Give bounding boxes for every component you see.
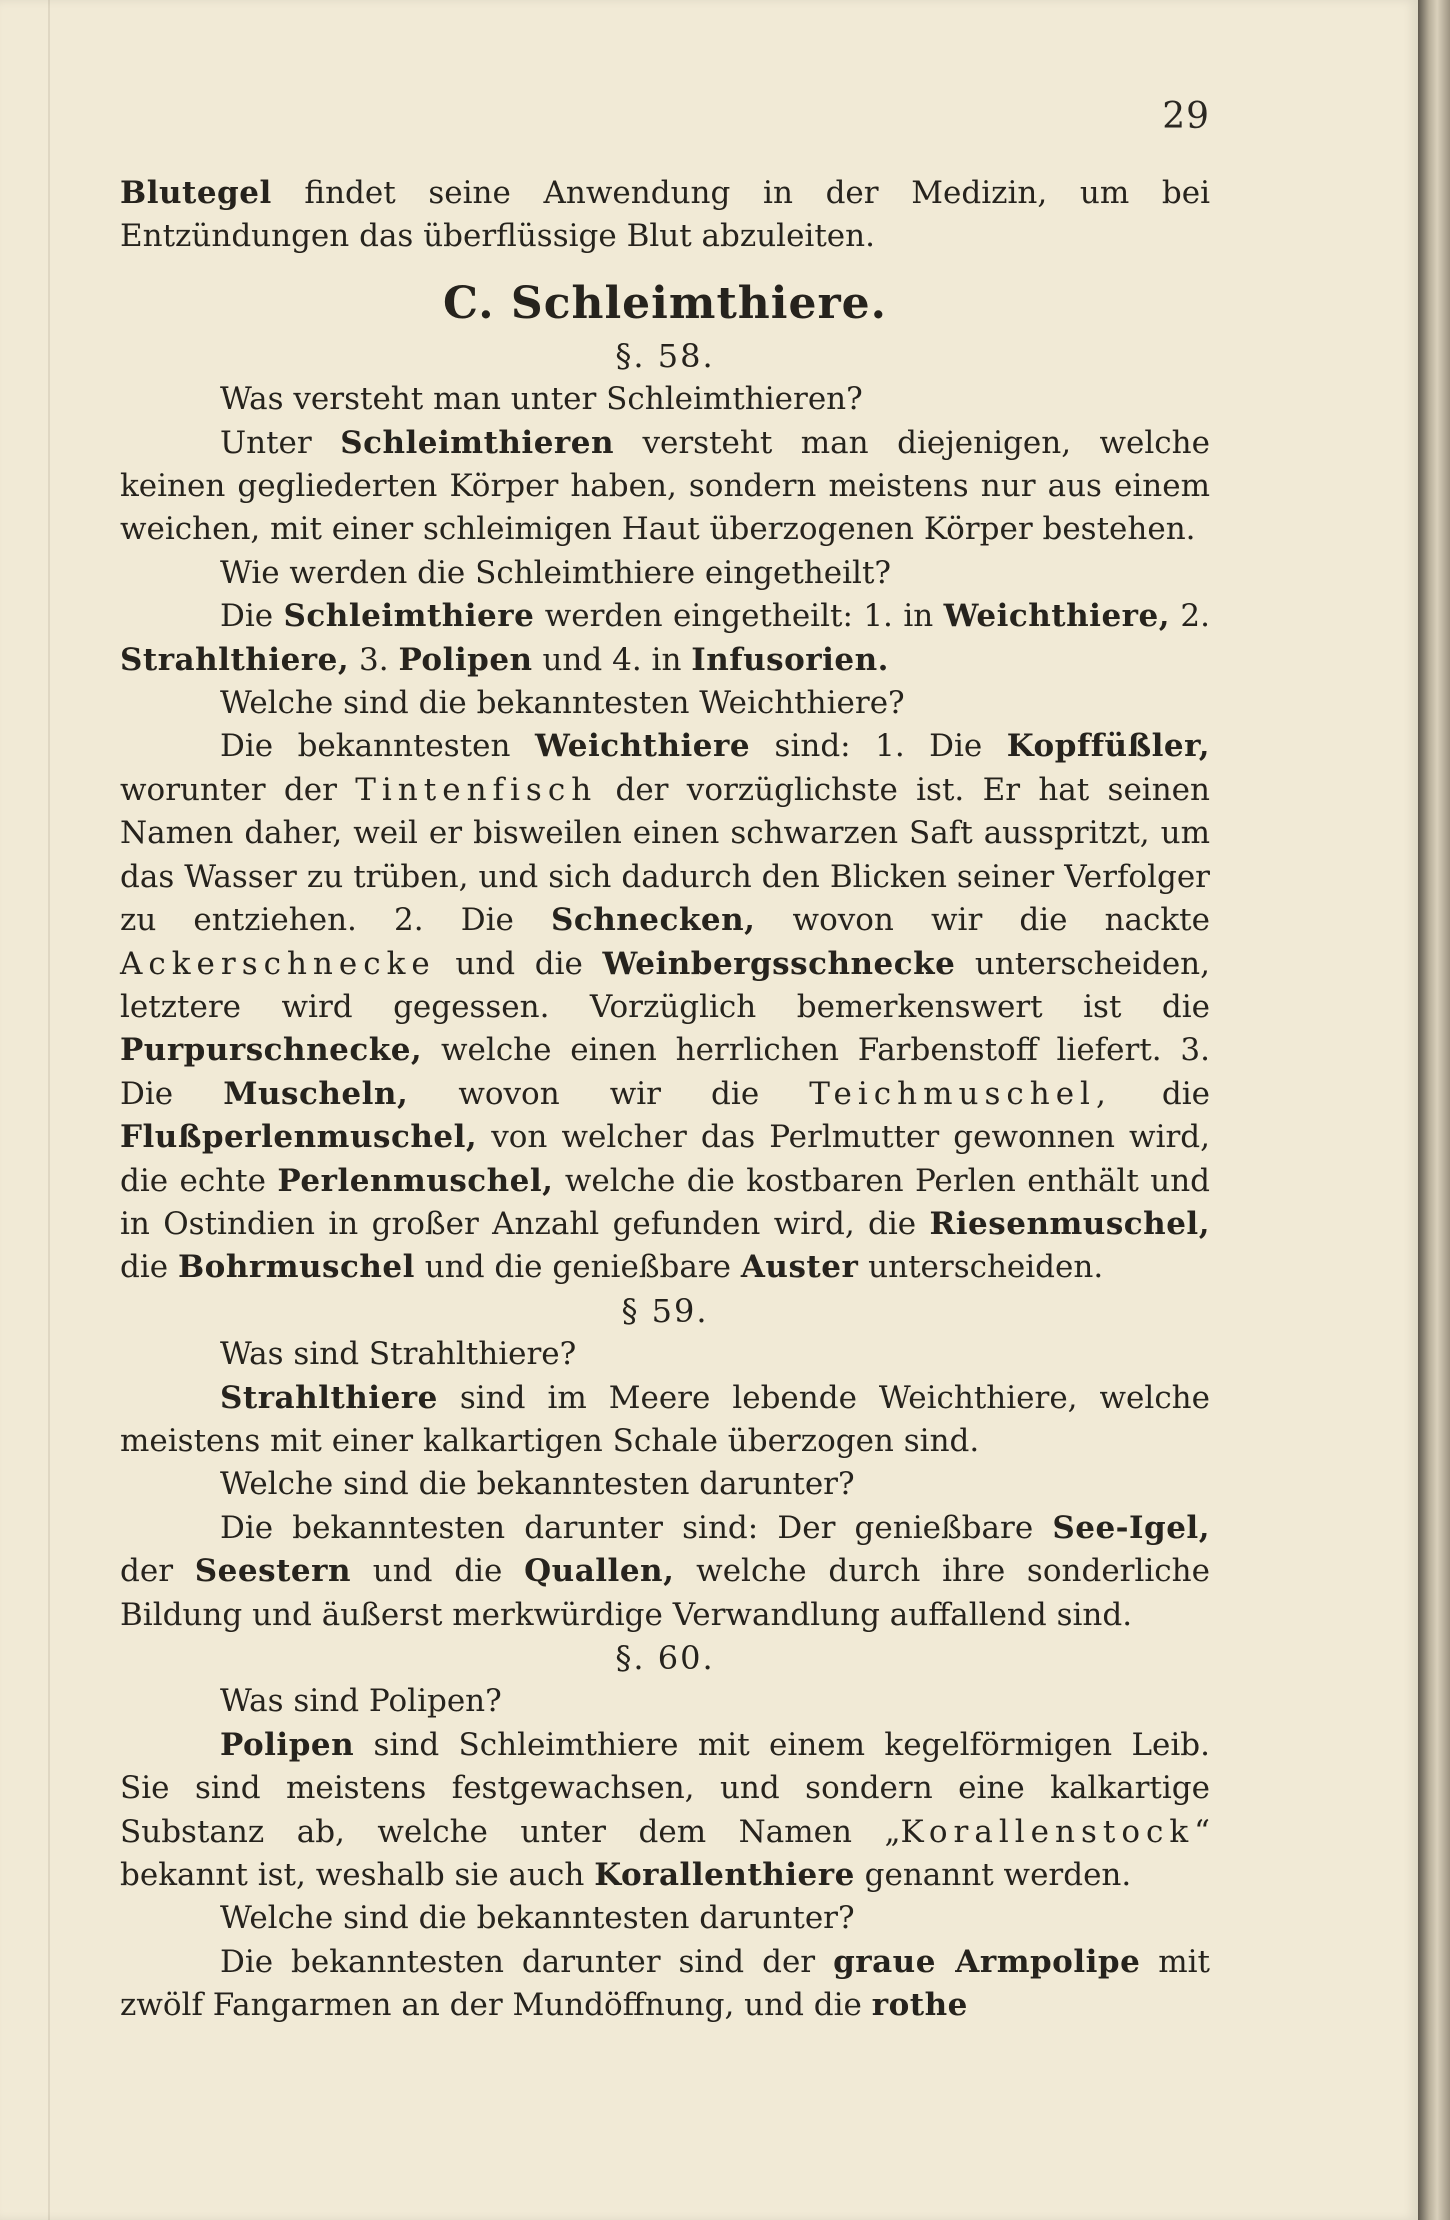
emphasized-term: Weinbergsschnecke: [602, 945, 956, 982]
text-run: Die bekanntesten darunter sind: Der genießbare: [220, 1509, 1053, 1546]
text-run: wovon wir die: [408, 1075, 810, 1112]
text-run: welche durch ihre sonderliche Bildung und äußerst merkwürdige Verwandlung auffallend sind.: [120, 1553, 1210, 1633]
text-run: §. 60.: [615, 1639, 715, 1677]
emphasized-term: Riesenmuschel,: [929, 1205, 1210, 1242]
spaced-term: Korallenstock: [900, 1813, 1195, 1850]
text-run: der vorzüglichste ist. Er hat seinen Namen daher, weil er bisweilen einen schwarzen Saft ausspritzt, um das Wasser zu trüben, und sich dadurch den Blicken seiner Verfolger zu entziehen. 2. Die: [120, 771, 1210, 939]
text-run: und 4. in: [532, 641, 692, 678]
text-run: mit zwölf Fangarmen an der Mundöffnung, und die: [120, 1943, 1211, 2024]
text-run: worunter der: [120, 771, 356, 808]
emphasized-term: Schleimthiere: [283, 598, 535, 635]
text-run: Die bekanntesten darunter sind der: [220, 1943, 834, 1980]
emphasized-term: Schleimthieren: [340, 424, 615, 461]
paragraph-number: [120, 1290, 1210, 1333]
text-run: die: [120, 1249, 178, 1286]
text-run: Die: [220, 598, 284, 635]
text-run: findet seine Anwendung in der Medizin, um bei Entzündungen das überflüssige Blut abzuleiten.: [120, 175, 1210, 255]
text-run: §. 58.: [615, 336, 715, 375]
question: [120, 1897, 1210, 1940]
answer: [120, 1724, 1210, 1898]
text-run: 3.: [349, 641, 399, 678]
emphasized-term: Perlenmuschel,: [277, 1162, 554, 1199]
answer: [120, 1941, 1210, 2028]
emphasized-term: Purpurschnecke,: [120, 1032, 423, 1069]
answer: [120, 595, 1210, 682]
question: [120, 1333, 1210, 1376]
text-run: von welcher das Perlmutter gewonnen wird, die echte: [120, 1119, 1210, 1199]
text-run: der: [120, 1553, 195, 1590]
text-run: und die genießbare: [414, 1249, 741, 1286]
text-run: die: [1111, 1075, 1210, 1112]
text-run: Welche sind die bekanntesten darunter?: [220, 1900, 855, 1937]
text-run: § 59.: [621, 1291, 709, 1330]
text-run: Die bekanntesten: [220, 728, 535, 765]
emphasized-term: Weichthiere: [534, 728, 751, 765]
text-run: “ bekannt ist, weshalb sie auch: [120, 1813, 1210, 1894]
emphasized-term: See-Igel,: [1052, 1509, 1210, 1546]
paragraph-number: [120, 1637, 1210, 1680]
emphasized-term: Polipen: [220, 1726, 355, 1763]
body-paragraph: [120, 172, 1210, 259]
text-run: welche einen herrlichen Farbenstoff liefert. 3. Die: [120, 1032, 1210, 1112]
text-run: 2.: [1170, 598, 1211, 635]
text-run: Unter: [220, 424, 341, 461]
question: [120, 682, 1210, 725]
emphasized-term: Muscheln,: [223, 1075, 409, 1112]
emphasized-term: Infusorien.: [691, 641, 889, 678]
emphasized-term: Quallen,: [524, 1553, 675, 1590]
emphasized-term: Bohrmuschel: [177, 1249, 415, 1286]
text-run: und die: [350, 1553, 525, 1590]
emphasized-term: rothe: [871, 1987, 968, 2024]
emphasized-term: Weichthiere,: [943, 598, 1171, 635]
text-run: sind Schleimthiere mit einem kegelförmigen Leib. Sie sind meistens festgewachsen, und sondern eine kalkartige Substanz ab, welche unter dem Namen „: [120, 1726, 1210, 1850]
emphasized-term: Seestern: [194, 1553, 351, 1590]
text-run: genannt werden.: [854, 1857, 1132, 1894]
body-text: [120, 172, 1210, 2028]
text-run: unterscheiden, letztere wird gegessen. Vorzüglich bemerkenswert ist die: [120, 945, 1210, 1025]
text-run: Welche sind die bekanntesten darunter?: [220, 1466, 855, 1503]
answer: [120, 1377, 1210, 1464]
paragraph-number: [120, 335, 1210, 378]
emphasized-term: Strahlthiere,: [120, 641, 350, 678]
text-run: werden eingetheilt: 1. in: [534, 598, 944, 635]
page-number: 29: [1162, 96, 1210, 137]
text-run: Was sind Strahlthiere?: [220, 1336, 577, 1373]
question: [120, 1463, 1210, 1506]
question: [120, 1680, 1210, 1723]
spaced-term: Teichmuschel,: [809, 1075, 1112, 1112]
text-run: Was sind Polipen?: [220, 1683, 502, 1720]
text-run: und die: [435, 945, 603, 982]
emphasized-term: Blutegel: [120, 175, 272, 211]
emphasized-term: Polipen: [398, 641, 533, 678]
text-run: sind: 1. Die: [750, 728, 1007, 765]
emphasized-term: Auster: [740, 1249, 859, 1286]
emphasized-term: Korallenthiere: [594, 1857, 855, 1894]
answer: [120, 1507, 1210, 1637]
emphasized-term: Kopffüßler,: [1006, 728, 1210, 765]
text-run: Wie werden die Schleimthiere eingetheilt?: [220, 554, 892, 591]
answer: [120, 422, 1210, 552]
text-run: unterscheiden.: [858, 1249, 1104, 1286]
book-binding: [1418, 0, 1450, 2220]
answer: [120, 725, 1210, 1289]
text-run: Welche sind die bekanntesten Weichthiere?: [220, 685, 905, 722]
spaced-term: Tintenfisch: [355, 771, 598, 808]
emphasized-term: graue Armpolipe: [833, 1943, 1141, 1980]
question: [120, 552, 1210, 595]
spaced-term: Ackerschnecke: [120, 945, 436, 982]
text-run: Was versteht man unter Schleimthieren?: [220, 381, 863, 418]
emphasized-term: Schnecken,: [550, 902, 756, 939]
text-run: sind im Meere lebende Weichthiere, welche meistens mit einer kalkartigen Schale überzogen sind.: [120, 1379, 1210, 1459]
emphasized-term: Flußperlenmuschel,: [120, 1119, 478, 1156]
question: [120, 378, 1210, 421]
text-run: welche die kostbaren Perlen enthält und in Ostindien in großer Anzahl gefunden wird, die: [120, 1162, 1210, 1242]
text-run: versteht man diejenigen, welche keinen gegliederten Körper haben, sondern meistens nur aus einem weichen, mit einer schleimigen Haut überzogenen Körper bestehen.: [120, 424, 1210, 548]
emphasized-term: Strahlthiere: [220, 1379, 438, 1416]
section-heading: [120, 273, 1210, 335]
text-run: C. Schleimthiere.: [443, 277, 887, 329]
text-run: wovon wir die nackte: [755, 902, 1210, 939]
page-edge-line: [48, 0, 50, 2220]
